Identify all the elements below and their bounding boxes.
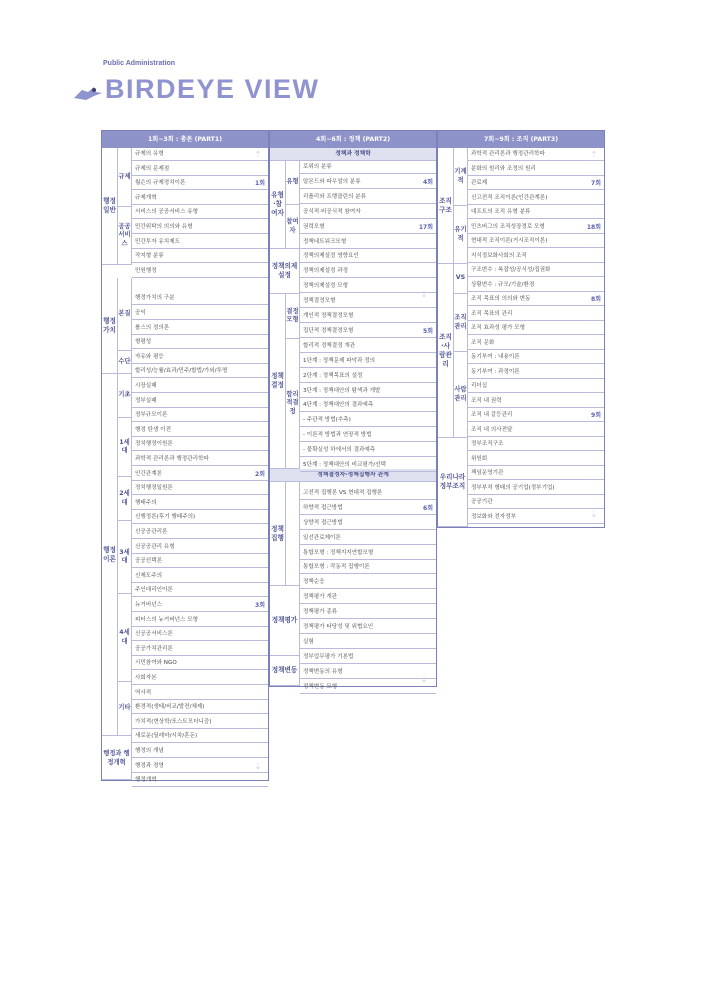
subcategory: 기타 bbox=[118, 682, 132, 736]
list-item bbox=[132, 236, 268, 249]
item-label: 조직 문화 bbox=[471, 339, 495, 346]
item-label: 2단계 : 정책목표의 설정 bbox=[303, 372, 363, 379]
item-label: 행정의 개념 bbox=[135, 748, 164, 754]
list-item bbox=[300, 459, 436, 472]
list-item bbox=[132, 672, 268, 685]
list-item bbox=[300, 355, 436, 368]
list-item bbox=[300, 161, 436, 174]
list-item bbox=[468, 467, 604, 480]
item-label: 5단계 : 정책대안의 비교평가/선택 bbox=[303, 462, 386, 468]
item-label: 환경적(생태/비교/발전/체제) bbox=[135, 704, 205, 711]
subcategory: 본질 bbox=[118, 278, 132, 351]
item-label: 형평성 bbox=[135, 339, 152, 346]
item-label: 주인대리인이론 bbox=[135, 587, 173, 594]
item-label: 신공공서비스론 bbox=[135, 631, 173, 638]
item-label: 역사적 bbox=[135, 689, 152, 696]
session-badge: 17회 bbox=[418, 223, 433, 231]
list-item bbox=[300, 370, 436, 383]
section-band: 정책결정자-정책집행자 관계 bbox=[270, 469, 436, 482]
part1-column bbox=[101, 130, 269, 784]
list-item bbox=[300, 561, 436, 574]
list-item bbox=[300, 502, 436, 515]
item-label: 행정 탄생 이전 bbox=[135, 426, 171, 433]
list-item bbox=[468, 163, 604, 176]
item-label: 상황변수 : 규모/기술/환경 bbox=[471, 281, 535, 288]
part2-column bbox=[269, 130, 437, 690]
list-item bbox=[300, 487, 436, 500]
list-item bbox=[132, 555, 268, 568]
item-label: 현대적 조직이론(거시조직이론) bbox=[471, 238, 548, 244]
item-label: 정부업무평가 기본법 bbox=[303, 653, 354, 660]
list-item bbox=[300, 681, 436, 694]
item-label: 정책순응 bbox=[303, 579, 325, 586]
list-item bbox=[132, 526, 268, 539]
list-item bbox=[132, 468, 268, 481]
scroll-arrow-icon: ⇣ bbox=[420, 675, 428, 684]
item-label: 규제의 문제점 bbox=[135, 165, 170, 172]
list-item bbox=[468, 351, 604, 364]
list-item bbox=[468, 279, 604, 292]
list-item bbox=[300, 576, 436, 589]
item-label: 고전적 집행론 VS 현대적 집행론 bbox=[303, 489, 383, 496]
part1-title: 1회~3회 : 총론 (PART1) bbox=[102, 131, 268, 148]
list-item bbox=[468, 337, 604, 350]
item-label: 신공공관리 유형 bbox=[135, 543, 175, 550]
category: 정책집행 bbox=[270, 482, 286, 586]
part3-column bbox=[437, 130, 605, 528]
list-item bbox=[300, 310, 436, 323]
item-label: 통합모형 : 정책지지연합모형 bbox=[303, 549, 374, 556]
section-band: 정책과 정책학 bbox=[270, 148, 436, 161]
list-item bbox=[132, 730, 268, 743]
subcategory: 기초 bbox=[118, 374, 132, 418]
list-item bbox=[468, 177, 604, 190]
category: 조직구조 bbox=[438, 148, 454, 264]
list-item bbox=[468, 221, 604, 234]
item-label: 통합모형 : 작동적 집행이론 bbox=[303, 564, 370, 571]
session-badge: 3회 bbox=[255, 602, 265, 609]
item-label: 새로운(딜레마/시차/혼돈) bbox=[135, 733, 198, 740]
scroll-arrow-icon: ⇣ bbox=[420, 290, 428, 299]
list-item bbox=[300, 651, 436, 664]
list-item bbox=[300, 414, 436, 427]
item-label: 정치행정일원론 bbox=[135, 485, 173, 492]
item-label: 서비스의 공공서비스 유형 bbox=[135, 209, 198, 216]
item-label: 뉴거버넌스 bbox=[135, 602, 163, 608]
item-label: - 주관적 방법(추측) bbox=[303, 417, 351, 424]
item-label: 민츠버그의 조직성장경로 모형 bbox=[471, 223, 545, 230]
item-label: 개인적 정책결정모형 bbox=[303, 313, 354, 319]
item-label: 대프트의 조직 유형 분류 bbox=[471, 209, 531, 215]
item-label: 규제의 유형 bbox=[135, 151, 164, 157]
list-item bbox=[132, 482, 268, 495]
item-label: 조직 목표의 의의와 변동 bbox=[471, 296, 531, 302]
item-label: 롤스의 정의론 bbox=[135, 324, 170, 331]
list-item bbox=[132, 148, 268, 161]
list-item bbox=[468, 511, 604, 524]
item-label: 조직 목표의 관리 bbox=[471, 310, 513, 317]
item-label: 집단적 정책결정모형 bbox=[303, 327, 354, 334]
list-item bbox=[132, 395, 268, 408]
item-label: 정치행정이원론 bbox=[135, 441, 173, 448]
part3-title: 7회~9회 : 조직 (PART3) bbox=[438, 131, 604, 148]
list-item bbox=[132, 409, 268, 422]
subcategory: 규제 bbox=[118, 148, 132, 207]
subcategory: 3세대 bbox=[118, 521, 132, 594]
subcategory: 유형 bbox=[286, 161, 300, 205]
item-label: 동기부여 : 과정이론 bbox=[471, 368, 520, 375]
list-item bbox=[132, 322, 268, 335]
item-label: 월슨의 규제정치이론 bbox=[135, 180, 186, 187]
list-item bbox=[300, 547, 436, 560]
list-item bbox=[132, 163, 268, 176]
list-item bbox=[132, 192, 268, 205]
list-item bbox=[132, 657, 268, 670]
list-item bbox=[132, 221, 268, 234]
item-label: 신고전적 조직이론(인간관계론) bbox=[471, 194, 548, 201]
item-label: 과학적 관리론과 행정관리학파 bbox=[135, 456, 209, 462]
category: 유형·참여자 bbox=[270, 161, 286, 249]
list-item bbox=[132, 628, 268, 641]
item-label: 조직 내 의사전달 bbox=[471, 426, 513, 433]
subcategory: 기계적 bbox=[454, 148, 468, 206]
list-item bbox=[468, 308, 604, 321]
list-item bbox=[468, 264, 604, 277]
item-label: 정부규모이론 bbox=[135, 412, 168, 419]
list-item bbox=[300, 517, 436, 530]
item-label: 민간투자 유치제도 bbox=[135, 238, 181, 245]
item-label: 정책의제설정 모형 bbox=[303, 283, 349, 290]
item-label: 신공공관리론 bbox=[135, 529, 168, 535]
list-item bbox=[132, 745, 268, 758]
subcategory: 조직관리 bbox=[454, 294, 468, 352]
subcategory: 공공서비스 bbox=[118, 207, 132, 265]
list-item bbox=[132, 701, 268, 714]
item-label: 1단계 : 정책문제 파악과 정의 bbox=[303, 357, 375, 364]
item-label: 정책네트워크모형 bbox=[303, 238, 347, 245]
subcategory: 참여자 bbox=[286, 205, 300, 249]
item-label: 인간관계론 bbox=[135, 470, 163, 477]
list-item bbox=[468, 366, 604, 379]
item-label: 위원회 bbox=[471, 455, 488, 462]
list-item bbox=[300, 325, 436, 338]
item-label: 가치적(현상학/포스트모더니즘) bbox=[135, 718, 212, 725]
list-item bbox=[300, 236, 436, 249]
part2-title: 4회~6회 : 정책 (PART2) bbox=[270, 131, 436, 148]
item-label: 관료제 bbox=[471, 180, 488, 186]
scroll-arrow-icon: ⇣ bbox=[254, 762, 262, 771]
list-item bbox=[132, 614, 268, 627]
item-label: 로위의 분류 bbox=[303, 164, 332, 170]
list-item bbox=[300, 340, 436, 353]
item-label: 공익 bbox=[135, 310, 146, 316]
session-badge: 18회 bbox=[586, 223, 601, 231]
item-label: 공식적·비공식적 참여자 bbox=[303, 208, 361, 215]
item-label: 리더십 bbox=[471, 383, 488, 389]
item-label: 정부조직구조 bbox=[471, 441, 504, 447]
item-label: - 이론적 방법과 연장적 방법 bbox=[303, 432, 372, 439]
item-label: 작지형 분류 bbox=[135, 253, 164, 260]
list-item bbox=[468, 409, 604, 422]
item-label: 일선관료제이론 bbox=[303, 534, 341, 541]
list-item bbox=[132, 760, 268, 773]
scroll-arrow-icon: ⇡ bbox=[254, 150, 262, 159]
subcategory bbox=[286, 482, 300, 586]
list-item bbox=[132, 511, 268, 524]
category: 정책의제설정 bbox=[270, 249, 300, 294]
list-item bbox=[468, 380, 604, 393]
subcategory: 합리적결정 bbox=[286, 339, 300, 469]
item-label: 정책평가 종류 bbox=[303, 609, 338, 616]
item-label: 행정과 경영 bbox=[135, 762, 164, 769]
bird-icon bbox=[72, 84, 108, 102]
item-label: 공공기관 bbox=[471, 499, 493, 505]
item-label: 합리성/능률/효과/민주/합법/가외/투명 bbox=[135, 368, 228, 375]
item-label: 3단계 : 정책대안의 탐색과 개발 bbox=[303, 387, 381, 394]
session-badge: 8회 bbox=[591, 296, 601, 303]
item-label: 과학적 관리론과 행정관리학파 bbox=[471, 151, 545, 157]
category: 정책평가 bbox=[270, 586, 300, 656]
category: 행정이론 bbox=[102, 374, 118, 736]
item-label: 리플리와 프랭클린의 분류 bbox=[303, 193, 366, 200]
session-badge: 1회 bbox=[255, 180, 265, 188]
item-label: 조직 내 갈등관리 bbox=[471, 412, 513, 418]
scroll-arrow-icon: ⇣ bbox=[590, 510, 598, 519]
item-label: 정책의제설정 과정 bbox=[303, 268, 349, 275]
item-label: 정책의제설정 영향요인 bbox=[303, 253, 359, 260]
item-label: 행정개혁 bbox=[135, 777, 157, 784]
item-label: 동기부여 : 내용이론 bbox=[471, 354, 520, 360]
item-label: 실험 bbox=[303, 638, 314, 645]
list-item bbox=[132, 453, 268, 466]
item-label: 권력모형 bbox=[303, 223, 325, 230]
list-item bbox=[468, 395, 604, 408]
list-item bbox=[468, 148, 604, 161]
item-label: 자유와 평등 bbox=[135, 353, 164, 360]
item-label: 사회자본 bbox=[135, 675, 157, 681]
list-item bbox=[132, 307, 268, 320]
item-label: - 불확실성 하에서의 결과예측 bbox=[303, 447, 376, 454]
item-label: 상향적 접근방법 bbox=[303, 519, 343, 526]
item-label: 조직 내 권력 bbox=[471, 397, 502, 404]
item-label: 시민참여와 NGO bbox=[135, 660, 177, 667]
item-label: 정부부처 형태의 공기업(정부기업) bbox=[471, 484, 555, 491]
list-item bbox=[300, 444, 436, 457]
list-item bbox=[132, 250, 268, 263]
item-label: 정책변동의 유형 bbox=[303, 668, 343, 675]
session-badge: 7회 bbox=[591, 180, 601, 187]
subcategory: 수단 bbox=[118, 351, 132, 374]
item-label: 시장실패 bbox=[135, 383, 157, 389]
item-label: 합리적 정책결정 개관 bbox=[303, 342, 356, 349]
item-label: 피터스의 뉴거버넌스 모형 bbox=[135, 616, 198, 623]
item-label: 신행정론(후기 행태주의) bbox=[135, 514, 196, 521]
item-label: 정보화와 전자정부 bbox=[471, 513, 517, 520]
list-item bbox=[300, 176, 436, 189]
list-item bbox=[468, 424, 604, 437]
list-item bbox=[468, 293, 604, 306]
category: 행정일반 bbox=[102, 148, 118, 265]
subtitle: Public Administration bbox=[103, 60, 176, 67]
list-item bbox=[468, 250, 604, 263]
item-label: 정부실패 bbox=[135, 397, 157, 404]
item-label: 민원행정 bbox=[135, 267, 157, 274]
list-item bbox=[132, 380, 268, 393]
category: 우리나라 정부조직 bbox=[438, 438, 468, 527]
list-item bbox=[132, 365, 268, 378]
list-item bbox=[468, 482, 604, 495]
category: 정책변동 bbox=[270, 656, 300, 686]
list-item bbox=[300, 250, 436, 263]
subcategory: 4세대 bbox=[118, 594, 132, 682]
logo-title: BIRDEYE VIEW bbox=[105, 74, 320, 104]
item-label: 공공가치관리론 bbox=[135, 645, 173, 652]
list-item bbox=[468, 322, 604, 335]
list-item bbox=[468, 453, 604, 466]
item-label: 알몬드와 파우얼의 분류 bbox=[303, 178, 361, 185]
list-item bbox=[132, 774, 268, 787]
item-label: 구조변수 : 복잡성/공식성/집권화 bbox=[471, 267, 551, 273]
item-label: 하향적 접근방법 bbox=[303, 504, 343, 511]
item-label: 정책평가 개관 bbox=[303, 594, 338, 601]
item-label: 조직 효과성 평가 모형 bbox=[471, 325, 525, 331]
list-item bbox=[132, 438, 268, 451]
list-item bbox=[468, 235, 604, 248]
subcategory: VS bbox=[454, 264, 468, 294]
list-item bbox=[300, 532, 436, 545]
list-item bbox=[300, 206, 436, 219]
list-item bbox=[468, 496, 604, 509]
session-badge: 4회 bbox=[423, 178, 433, 186]
item-label: 정책변동 모형 bbox=[303, 683, 338, 690]
list-item bbox=[300, 591, 436, 604]
list-item bbox=[468, 206, 604, 219]
list-item bbox=[132, 265, 268, 278]
subcategory: 2세대 bbox=[118, 477, 132, 521]
session-badge: 6회 bbox=[423, 504, 433, 512]
item-label: 행정가치의 구분 bbox=[135, 295, 175, 302]
list-item bbox=[132, 292, 268, 305]
session-badge: 2회 bbox=[255, 470, 265, 478]
category: 행정과 행정개혁 bbox=[102, 736, 132, 780]
scroll-arrow-icon: ⇡ bbox=[590, 150, 598, 159]
list-item bbox=[300, 666, 436, 679]
category: 행정가치 bbox=[102, 278, 118, 374]
list-item bbox=[468, 438, 604, 451]
list-item bbox=[132, 584, 268, 597]
category: 정책결정 bbox=[270, 294, 286, 469]
list-item bbox=[132, 497, 268, 510]
list-item bbox=[300, 191, 436, 204]
subcategory: 사람관리 bbox=[454, 352, 468, 438]
list-item bbox=[300, 385, 436, 398]
list-item bbox=[300, 280, 436, 293]
item-label: 4단계 : 정책대안의 결과예측 bbox=[303, 402, 374, 409]
item-label: 규제개혁 bbox=[135, 194, 157, 201]
list-item bbox=[300, 606, 436, 619]
list-item bbox=[300, 265, 436, 278]
list-item bbox=[132, 570, 268, 583]
list-item bbox=[300, 295, 436, 308]
list-item bbox=[300, 636, 436, 649]
session-badge: 5회 bbox=[423, 327, 433, 335]
subcategory: 유기적 bbox=[454, 206, 468, 264]
item-label: 분화의 원리와 조정의 원리 bbox=[471, 165, 536, 172]
list-item bbox=[132, 716, 268, 729]
list-item bbox=[132, 351, 268, 364]
list-item bbox=[132, 206, 268, 219]
item-label: 지식정보화사회의 조직 bbox=[471, 252, 527, 259]
list-item bbox=[132, 177, 268, 190]
list-item bbox=[132, 643, 268, 656]
list-item bbox=[300, 429, 436, 442]
list-item bbox=[132, 336, 268, 349]
list-item bbox=[132, 599, 268, 612]
subcategory: 결정모형 bbox=[286, 294, 300, 339]
list-item bbox=[132, 687, 268, 700]
item-label: 책임운영기관 bbox=[471, 470, 504, 476]
session-badge: 9회 bbox=[591, 412, 601, 419]
list-item bbox=[300, 221, 436, 234]
category: 조직·사람관리 bbox=[438, 264, 454, 438]
subcategory: 1세대 bbox=[118, 418, 132, 477]
item-label: 공공선택론 bbox=[135, 558, 163, 565]
list-item bbox=[132, 541, 268, 554]
item-label: 민간위탁의 의의와 유형 bbox=[135, 224, 193, 230]
list-item bbox=[132, 424, 268, 437]
list-item bbox=[468, 192, 604, 205]
item-label: 신제도주의 bbox=[135, 572, 163, 579]
list-item bbox=[300, 399, 436, 412]
item-label: 정책평가 타당성 및 위협요인 bbox=[303, 624, 374, 630]
item-label: 행태주의 bbox=[135, 499, 157, 506]
item-label: 정책결정모형 bbox=[303, 298, 336, 305]
list-item bbox=[300, 621, 436, 634]
